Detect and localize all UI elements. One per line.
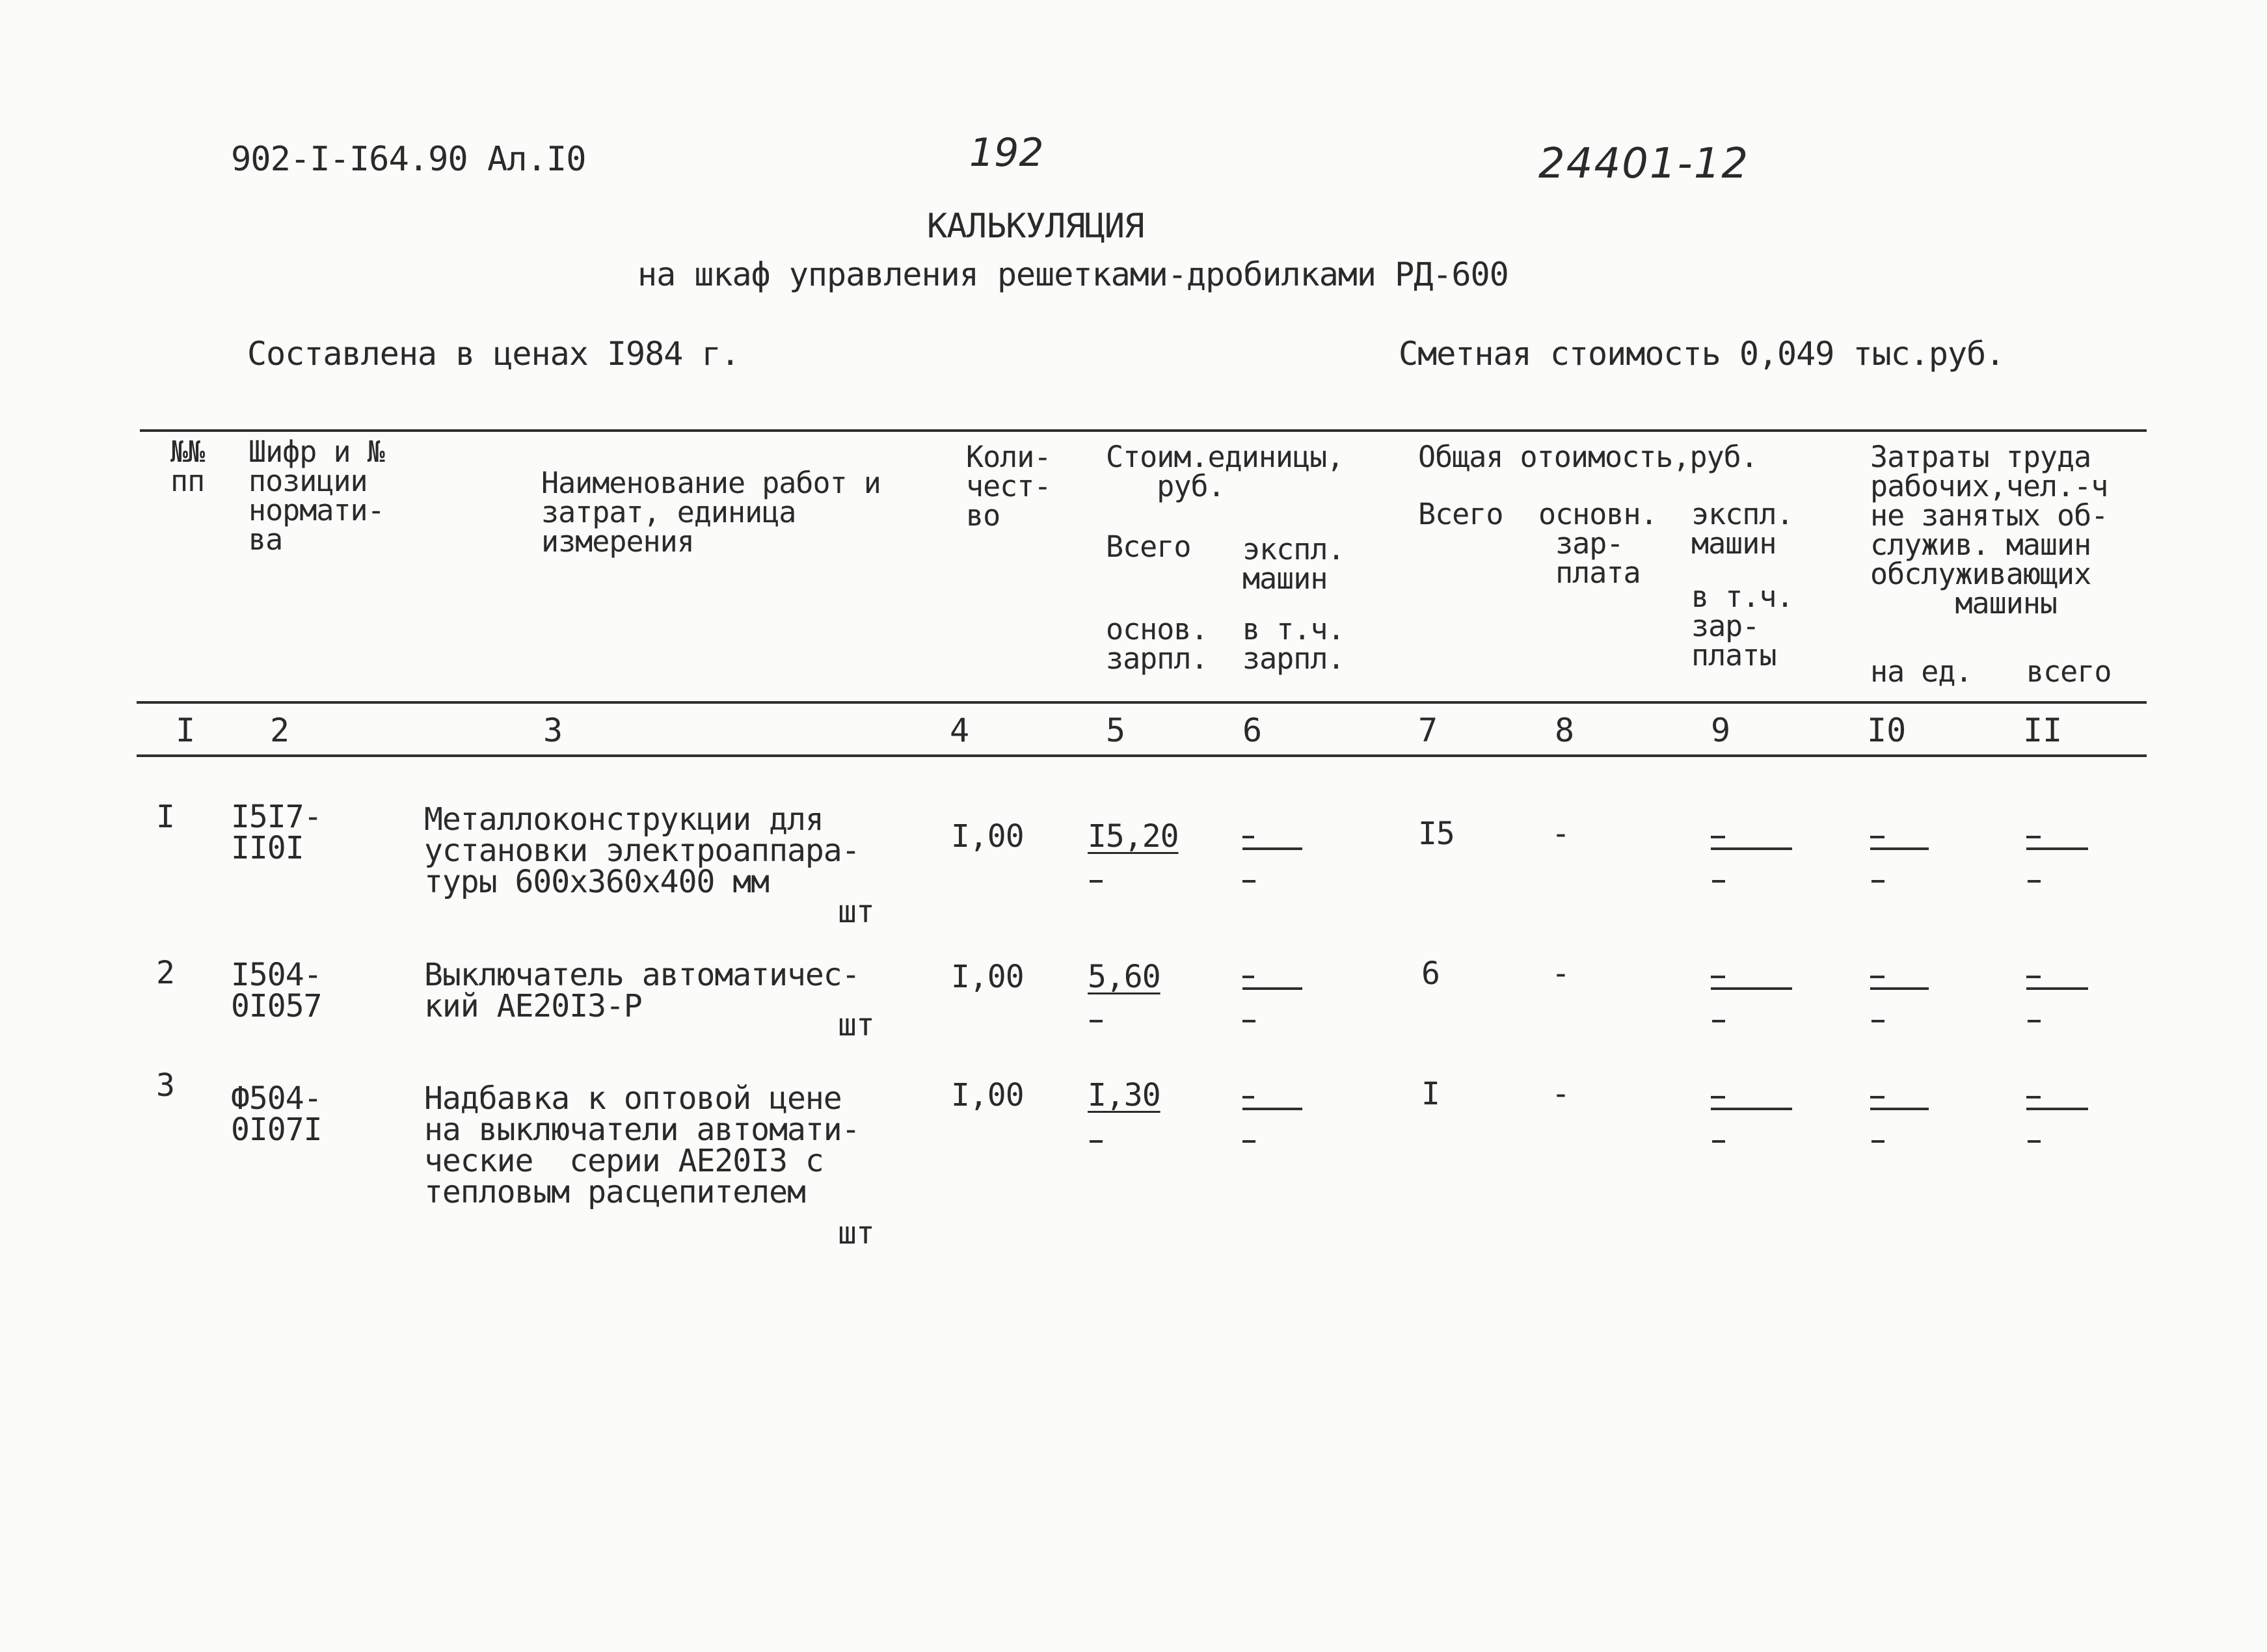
header-col-unit-machines: экспл. машин bbox=[1242, 532, 1345, 596]
row-unit-cost: 5,60 bbox=[1088, 959, 1160, 995]
labor-per-unit-line bbox=[1870, 987, 1929, 990]
header-col-machines: экспл. машин bbox=[1691, 497, 1793, 561]
column-number: 3 bbox=[543, 712, 563, 749]
row-unit: шт bbox=[838, 894, 874, 930]
unit-machines-dash bbox=[1242, 976, 1254, 978]
header-col-labor-total: всего bbox=[2026, 654, 2112, 689]
labor-total-line bbox=[2026, 987, 2088, 990]
table-top-rule bbox=[140, 429, 2147, 432]
column-number: 5 bbox=[1106, 712, 1126, 749]
header-col-total-cost: Общая отоимость,руб. bbox=[1418, 440, 1758, 474]
column-number: 7 bbox=[1418, 712, 1438, 749]
unit-machines-dash bbox=[1242, 1096, 1254, 1099]
row-quantity: I,00 bbox=[951, 1077, 1024, 1113]
column-number: 4 bbox=[950, 712, 970, 749]
header-col-unit-base-pay: основ. зарпл. bbox=[1106, 612, 1208, 676]
page-title: КАЛЬКУЛЯЦИЯ bbox=[927, 207, 1144, 246]
column-number: I0 bbox=[1867, 712, 1907, 749]
header-col-unit-machine-pay: в т.ч. зарпл. bbox=[1242, 612, 1345, 676]
column-number: 8 bbox=[1555, 712, 1575, 749]
row-unit: шт bbox=[838, 1215, 874, 1251]
page-number: 192 bbox=[969, 130, 1044, 176]
column-number: II bbox=[2023, 712, 2063, 749]
machine-pay-dash bbox=[1712, 1020, 1725, 1022]
labor-total-dash bbox=[2026, 836, 2041, 838]
labor-per-unit-dash bbox=[1870, 836, 1885, 838]
header-col-labor: Затраты труда рабочих,чел.-ч не занятых об- служив. машин обслуживающих машины bbox=[1870, 440, 2108, 620]
row-code: I5I7- II0I bbox=[231, 799, 322, 866]
row-index: 2 bbox=[156, 955, 174, 991]
unit-base-pay-dash bbox=[1090, 1140, 1103, 1143]
header-col-labor-per-unit: на ед. bbox=[1870, 654, 1972, 689]
row-total: I bbox=[1421, 1076, 1440, 1112]
header-col-machine-pay: в т.ч. зар- платы bbox=[1691, 580, 1793, 673]
unit-machines-line bbox=[1242, 1108, 1302, 1110]
labor-per-unit-low-dash bbox=[1871, 1140, 1885, 1143]
estimated-cost: Сметная стоимость 0,049 тыс.руб. bbox=[1399, 335, 2005, 373]
labor-total-low-dash bbox=[2028, 880, 2041, 883]
labor-total-dash bbox=[2026, 1096, 2041, 1099]
labor-total-line bbox=[2026, 1108, 2088, 1110]
unit-machine-pay-dash bbox=[1242, 880, 1255, 883]
row-index: I bbox=[156, 799, 174, 835]
unit-machine-pay-dash bbox=[1242, 1140, 1255, 1143]
labor-per-unit-low-dash bbox=[1871, 1020, 1885, 1022]
machine-pay-dash bbox=[1712, 880, 1725, 883]
row-quantity: I,00 bbox=[951, 959, 1024, 995]
row-name: Надбавка к оптовой цене на выключатели автомати- ческие серии АЕ20I3 с тепловым расцепителем bbox=[424, 1080, 860, 1210]
header-col-unit-total: Всего bbox=[1106, 529, 1191, 564]
labor-per-unit-line bbox=[1870, 847, 1929, 850]
row-unit-cost: I5,20 bbox=[1088, 818, 1179, 855]
column-number: 6 bbox=[1242, 712, 1263, 749]
labor-per-unit-dash bbox=[1870, 976, 1885, 978]
row-unit-cost: I,30 bbox=[1088, 1077, 1160, 1113]
labor-total-dash bbox=[2026, 976, 2041, 978]
column-number: I bbox=[176, 712, 196, 749]
machines-dash bbox=[1711, 976, 1725, 978]
row-unit: шт bbox=[838, 1007, 874, 1043]
labor-per-unit-low-dash bbox=[1871, 880, 1885, 883]
header-col-name: Наименование работ и затрат, единица измерения bbox=[541, 466, 881, 559]
document-code: 24401-12 bbox=[1538, 140, 1750, 188]
machines-line bbox=[1711, 987, 1792, 990]
machines-dash bbox=[1711, 836, 1725, 838]
row-base-pay: - bbox=[1551, 955, 1570, 992]
labor-total-low-dash bbox=[2028, 1140, 2041, 1143]
row-base-pay: - bbox=[1551, 1076, 1570, 1112]
column-number: 2 bbox=[270, 712, 290, 749]
unit-machines-line bbox=[1242, 987, 1302, 990]
table-numbers-rule bbox=[137, 754, 2147, 757]
column-number: 9 bbox=[1711, 712, 1731, 749]
row-quantity: I,00 bbox=[951, 818, 1024, 855]
machines-line bbox=[1711, 1108, 1792, 1110]
machines-line bbox=[1711, 847, 1792, 850]
unit-machines-line bbox=[1242, 847, 1302, 850]
unit-base-pay-dash bbox=[1090, 1020, 1103, 1022]
header-col-unit-cost: Стоим.единицы, руб. bbox=[1106, 440, 1344, 503]
machine-pay-dash bbox=[1712, 1140, 1725, 1143]
header-col-code: Шифр и № позиции нормати- ва bbox=[248, 434, 384, 557]
unit-machines-dash bbox=[1242, 836, 1254, 838]
row-name: Выключатель автоматичес- кий АЕ20I3-Р bbox=[424, 957, 860, 1024]
header-col-base-pay: основн. зар- плата bbox=[1538, 497, 1657, 590]
row-index: 3 bbox=[156, 1067, 174, 1104]
row-code: Ф504- 0I07I bbox=[231, 1080, 322, 1148]
document-reference: 902-I-I64.90 Ал.I0 bbox=[231, 140, 586, 179]
unit-machine-pay-dash bbox=[1242, 1020, 1255, 1022]
machines-dash bbox=[1711, 1096, 1725, 1099]
price-basis: Составлена в ценах I984 г. bbox=[247, 335, 740, 373]
header-col-total: Всего bbox=[1418, 497, 1503, 531]
labor-per-unit-dash bbox=[1870, 1096, 1885, 1099]
labor-total-low-dash bbox=[2028, 1020, 2041, 1022]
labor-total-line bbox=[2026, 847, 2088, 850]
unit-base-pay-dash bbox=[1090, 880, 1103, 883]
row-base-pay: - bbox=[1551, 816, 1570, 852]
row-total: I5 bbox=[1418, 816, 1455, 852]
labor-per-unit-line bbox=[1870, 1108, 1929, 1110]
page-subtitle: на шкаф управления решетками-дробилками РД-600 bbox=[637, 256, 1509, 293]
table-header-rule bbox=[137, 701, 2147, 704]
header-col-quantity: Коли- чест- во bbox=[966, 440, 1051, 533]
header-col-index: №№ пп bbox=[170, 434, 205, 498]
row-name: Металлоконструкции для установки электроаппара- туры 600х360х400 мм bbox=[424, 801, 860, 900]
row-total: 6 bbox=[1421, 955, 1440, 992]
row-code: I504- 0I057 bbox=[231, 957, 322, 1024]
